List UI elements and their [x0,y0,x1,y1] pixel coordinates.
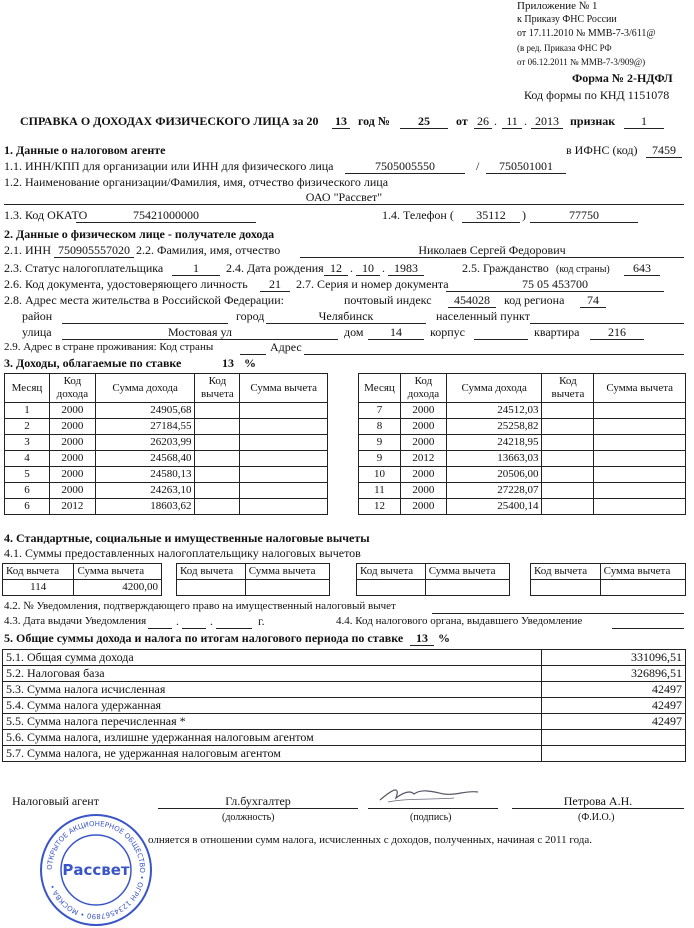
signer-position: Гл.бухгалтер [158,795,358,809]
deduction-sum-cell [240,483,328,499]
income-row [5,483,328,499]
deduction-code-cell [195,499,240,515]
agent-name-label: 1.2. Наименование организации/Фамилия, имя, отчество физического лица [4,175,389,189]
deduction-box-1 [2,563,162,596]
income-sum-cell: 26203,99 [95,435,195,451]
phone-close: ) [522,208,526,222]
citizen-sub: (код страны) [556,264,610,275]
deduction-box-3 [356,563,510,596]
totals-label: 5.3. Сумма налога исчисленная [3,682,542,698]
month-cell: 3 [5,435,50,451]
deduction-code-cell [542,483,594,499]
deduction-code-header: Код вычета [3,564,74,580]
footnote: олняется в отношении сумм налога, исчисленных с доходов, полученных, начиная с 2011 года. [148,834,592,846]
notice-date-label: 4.3. Дата выдачи Уведомления [4,615,147,627]
deduction-code-cell [542,499,594,515]
deduction-sum-header: Сумма вычета [425,564,509,580]
city-value: Челябинск [266,310,426,324]
order-date: от 17.11.2010 № ММВ-7-3/611@ [517,28,656,39]
totals-label: 5.1. Общая сумма дохода [3,650,542,666]
month-cell: 12 [359,499,401,515]
totals-row [3,666,686,682]
corp-value [474,326,528,340]
fio-label: 2.2. Фамилия, имя, отчество [136,243,281,257]
edition-date: от 06.12.2011 № ММВ-7-3/909@) [517,57,646,67]
deduction-sum-cell [240,467,328,483]
s5-pct: % [438,631,450,645]
col-income-code: Код дохода [49,374,95,403]
s5-rate: 13 [410,632,434,646]
month-cell: 10 [359,467,401,483]
edition-label: (в ред. Приказа ФНС РФ [517,43,612,53]
flat-label: квартира [534,325,580,339]
deduction-code-cell [542,435,594,451]
birth-month: 10 [356,262,380,276]
okato-code: 75421000000 [76,209,256,223]
col-income-sum: Сумма дохода [446,374,542,403]
totals-value: 42497 [542,698,686,714]
agent-name: ОАО "Рассвет" [4,191,684,205]
series-label: 2.7. Серия и номер документа [296,277,449,291]
title-day: 26 [474,115,492,129]
deduction-code-cell [195,451,240,467]
deduction-sum: 4200,00 [74,580,162,596]
s5-heading: 5. Общие суммы дохода и налога по итогам налогового периода по ставке [4,631,404,645]
income-code-cell: 2000 [49,419,95,435]
person-fio: Николаев Сергей Федорович [300,244,684,258]
income-code-cell: 2000 [400,467,446,483]
foreign-address [304,341,684,355]
income-row [5,403,328,419]
income-code-cell: 2012 [49,499,95,515]
birth-year: 1983 [388,262,424,276]
agent-inn-label: 1.1. ИНН/КПП для организации или ИНН для физического лица [4,159,334,173]
totals-row [3,650,686,666]
month-cell: 9 [359,451,401,467]
income-row [359,451,686,467]
agent-inn: 7505005550 [345,160,465,174]
title-year-label: год № [358,114,390,128]
title-number: 25 [400,115,448,129]
birth-dot2: . [382,261,385,275]
district-label: район [22,309,53,323]
inn-slash: / [476,159,480,173]
street-label: улица [22,325,52,339]
deduction-code-cell [195,403,240,419]
month-cell: 1 [5,403,50,419]
deduction-sum-header: Сумма вычета [245,564,329,580]
income-row [359,435,686,451]
income-sum-cell: 24580,13 [95,467,195,483]
citizen-label: 2.5. Гражданство [462,261,549,275]
deduction-code-cell [542,403,594,419]
col-deduction-sum: Сумма вычета [594,374,686,403]
foreign-country [240,341,266,355]
deduction-code-cell [195,483,240,499]
deduction-sum-cell [594,467,686,483]
income-sum-cell: 24263,10 [95,483,195,499]
income-code-cell: 2000 [49,483,95,499]
month-cell: 4 [5,451,50,467]
totals-row [3,698,686,714]
s3-heading: 3. Доходы, облагаемые по ставке [4,356,182,370]
income-code-cell: 2000 [49,403,95,419]
deduction-sum-cell [240,499,328,515]
totals-label: 5.5. Сумма налога перечисленная * [3,714,542,730]
title-year: 13 [332,115,350,129]
deduction-code-cell [195,419,240,435]
month-cell: 5 [5,467,50,483]
income-code-cell: 2000 [400,419,446,435]
title-month: 11 [502,115,522,129]
doc-code: 21 [260,278,290,292]
handwritten-signature [374,782,484,808]
title-from: от [456,114,468,128]
totals-row [3,682,686,698]
deduction-sum-cell [240,419,328,435]
col-deduction-code: Код вычета [195,374,240,403]
okato-label: 1.3. Код ОКАТО [4,208,88,222]
income-sum-cell: 24512,03 [446,403,542,419]
income-code-cell: 2000 [400,435,446,451]
signer-name: Петрова А.Н. [512,795,684,809]
month-cell: 6 [5,499,50,515]
totals-label: 5.4. Сумма налога удержанная [3,698,542,714]
income-sum-cell: 27228,07 [446,483,542,499]
s4-heading: 4. Стандартные, социальные и имущественные налоговые вычеты [4,531,370,545]
organ-code [612,615,684,629]
totals-value: 42497 [542,714,686,730]
s1-heading: 1. Данные о налоговом агенте [4,143,166,157]
knd-code: Код формы по КНД 1151078 [524,88,670,102]
company-stamp [38,812,154,928]
income-row [5,467,328,483]
title-sign: 1 [624,115,664,129]
income-code-cell: 2000 [49,467,95,483]
totals-row [3,746,686,762]
month-cell: 2 [5,419,50,435]
income-row [359,419,686,435]
taxpayer-status: 1 [172,262,220,276]
income-row [5,435,328,451]
region-label: код региона [504,293,565,307]
income-row [5,419,328,435]
col-income-code: Код дохода [400,374,446,403]
notice-number [432,600,684,614]
deduction-code-cell [542,467,594,483]
zip-label: почтовый индекс [344,293,432,307]
flat-value: 216 [590,326,644,340]
deduction-box-4 [530,563,686,596]
income-code-cell: 2000 [400,499,446,515]
deduction-box-2 [176,563,330,596]
income-sum-cell: 27184,55 [95,419,195,435]
street-value: Мостовая ул [62,326,338,340]
income-row [359,403,686,419]
zip-code: 454028 [448,294,496,308]
month-cell: 8 [359,419,401,435]
col-month: Месяц [359,374,401,403]
city-label: город [236,309,265,323]
corp-label: корпус [430,325,465,339]
title-sign-label: признак [570,114,616,128]
deduction-sum-cell [594,403,686,419]
s4-sub: 4.1. Суммы предоставленных налогоплательщику налоговых вычетов [4,546,361,560]
totals-value: 331096,51 [542,650,686,666]
col-deduction-code: Код вычета [542,374,594,403]
income-table-left [4,373,328,515]
income-sum-cell: 20506,00 [446,467,542,483]
stamp-ring-text: ОТКРЫТОЕ АКЦИОНЕРНОЕ ОБЩЕСТВО • ОГРН 1234567890 • МОСКВА • [45,819,147,921]
income-row [359,467,686,483]
district-value [62,310,228,324]
ifns-label: в ИФНС (код) [566,143,638,157]
deduction-sum-cell [594,419,686,435]
income-sum-cell: 13663,03 [446,451,542,467]
ifns-code: 7459 [646,144,682,158]
status-label: 2.3. Статус налогоплательщика [4,261,164,275]
totals-label: 5.2. Налоговая база [3,666,542,682]
income-code-cell: 2012 [400,451,446,467]
birth-day: 12 [324,262,348,276]
deduction-code-cell [542,419,594,435]
notice-day [148,615,172,629]
settlement-label: населенный пункт [436,309,530,323]
income-table-right [358,373,686,515]
deduction-sum-cell [240,451,328,467]
deduction-code-cell [195,435,240,451]
income-row [359,483,686,499]
s2-heading: 2. Данные о физическом лице - получателе дохода [4,227,275,241]
totals-label: 5.6. Сумма налога, излишне удержанная налоговым агентом [3,730,542,746]
deduction-sum-cell [594,451,686,467]
deduction-code: 114 [3,580,74,596]
income-sum-cell: 24905,68 [95,403,195,419]
citizenship-code: 643 [624,262,660,276]
title-yr: 2013 [531,115,563,129]
region-code: 74 [580,294,606,308]
stamp-center-text: Рассвет [62,861,130,879]
totals-value [542,730,686,746]
sign-sub: (подпись) [410,812,452,823]
annex-label: Приложение № 1 [517,0,598,12]
notice-month [182,615,206,629]
income-sum-cell: 18603,62 [95,499,195,515]
income-code-cell: 2000 [400,483,446,499]
income-row [5,451,328,467]
totals-row [3,730,686,746]
deduction-sum-cell [594,499,686,515]
organ-label: 4.4. Код налогового органа, выдавшего Уведомление [336,615,583,627]
person-inn: 750905557020 [54,244,134,258]
totals-label: 5.7. Сумма налога, не удержанная налоговым агентом [3,746,542,762]
birth-dot1: . [350,261,353,275]
income-sum-cell: 24568,40 [95,451,195,467]
deduction-sum-header: Сумма вычета [600,564,685,580]
income-row [359,499,686,515]
deduction-sum-cell [240,403,328,419]
person-inn-label: 2.1. ИНН [4,243,51,257]
deduction-code-cell [542,451,594,467]
notice-year [216,615,252,629]
totals-row [3,714,686,730]
notice-dot2: . [210,614,213,628]
notice-dot1: . [176,614,179,628]
phone-code: 35112 [462,209,520,223]
phone-number: 77750 [530,209,638,223]
address-label: 2.8. Адрес места жительства в Российской Федерации: [4,293,284,307]
totals-value: 326896,51 [542,666,686,682]
deduction-code-cell [195,467,240,483]
title-dot1: . [494,114,497,128]
income-sum-cell: 24218,95 [446,435,542,451]
col-income-sum: Сумма дохода [95,374,195,403]
income-code-cell: 2000 [49,451,95,467]
foreign-addr-label: Адрес [270,340,302,354]
deduction-sum-cell [594,435,686,451]
totals-table [2,649,686,762]
income-code-cell: 2000 [49,435,95,451]
income-code-cell: 2000 [400,403,446,419]
doc-series: 75 05 453700 [446,278,664,292]
house-value: 14 [368,326,424,340]
notice-label: 4.2. № Уведомления, подтверждающего право на имущественный налоговый вычет [4,600,396,612]
s3-pct: % [244,356,256,370]
deduction-code-header: Код вычета [357,564,426,580]
deduction-sum-header: Сумма вычета [74,564,162,580]
phone-label: 1.4. Телефон ( [382,208,454,222]
notice-g: г. [258,614,265,628]
doc-code-label: 2.6. Код документа, удостоверяющего личность [4,277,248,291]
birth-label: 2.4. Дата рождения [226,261,324,275]
name-sub: (Ф.И.О.) [578,812,615,823]
settlement-value [530,310,684,324]
s3-rate: 13 [222,356,234,370]
order-label: к Приказу ФНС России [517,14,617,25]
deduction-sum-cell [594,483,686,499]
form-number: Форма № 2-НДФЛ [572,71,673,85]
month-cell: 6 [5,483,50,499]
month-cell: 11 [359,483,401,499]
income-sum-cell: 25400,14 [446,499,542,515]
deduction-code-header: Код вычета [531,564,601,580]
title-dot2: . [524,114,527,128]
agent-label: Налоговый агент [12,794,99,808]
income-row [5,499,328,515]
col-deduction-sum: Сумма вычета [240,374,328,403]
totals-value [542,746,686,762]
foreign-label: 2.9. Адрес в стране проживания: Код страны [4,341,214,353]
position-sub: (должность) [222,812,275,823]
house-label: дом [344,325,364,339]
totals-value: 42497 [542,682,686,698]
month-cell: 9 [359,435,401,451]
agent-kpp: 750501001 [486,160,566,174]
deduction-code-header: Код вычета [177,564,246,580]
income-sum-cell: 25258,82 [446,419,542,435]
deduction-sum-cell [240,435,328,451]
month-cell: 7 [359,403,401,419]
doc-title: СПРАВКА О ДОХОДАХ ФИЗИЧЕСКОГО ЛИЦА за 20 [20,114,319,128]
col-month: Месяц [5,374,50,403]
